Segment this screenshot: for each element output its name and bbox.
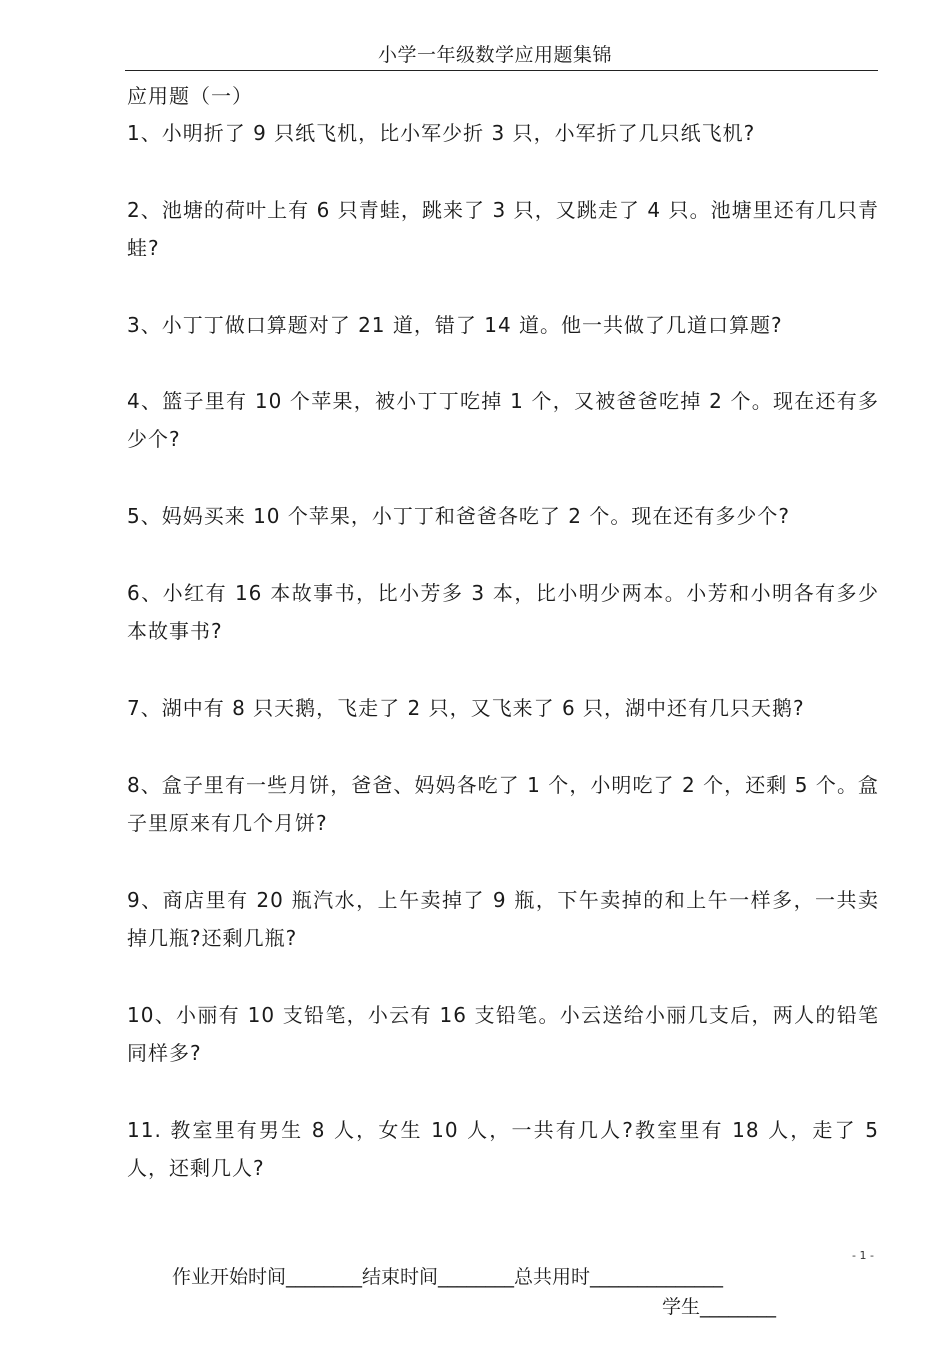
question-7: 7、湖中有 8 只天鹅，飞走了 2 只，又飞来了 6 只，湖中还有几只天鹅? xyxy=(127,696,805,720)
question-10: 10、小丽有 10 支铅笔，小云有 16 支铅笔。小云送给小丽几支后，两人的铅笔同样多? xyxy=(127,1003,879,1065)
page-header-title: 小学一年级数学应用题集锦 xyxy=(377,44,612,66)
homework-time-line: 作业开始时间________结束时间________总共用时______________ xyxy=(172,1266,724,1288)
header-divider xyxy=(125,70,878,71)
question-1: 1、小明折了 9 只纸飞机，比小军少折 3 只，小军折了几只纸飞机? xyxy=(127,121,756,145)
question-3: 3、小丁丁做口算题对了 21 道，错了 14 道。他一共做了几道口算题? xyxy=(127,313,783,337)
question-5: 5、妈妈买来 10 个苹果，小丁丁和爸爸各吃了 2 个。现在还有多少个? xyxy=(127,504,790,528)
student-name-line: 学生________ xyxy=(662,1296,777,1318)
section-title: 应用题（一） xyxy=(127,84,253,108)
question-4: 4、篮子里有 10 个苹果，被小丁丁吃掉 1 个，又被爸爸吃掉 2 个。现在还有多少个? xyxy=(127,389,879,451)
page-number: - 1 - xyxy=(852,1249,874,1262)
question-9: 9、商店里有 20 瓶汽水，上午卖掉了 9 瓶，下午卖掉的和上午一样多，一共卖掉几瓶?还剩几瓶? xyxy=(127,888,879,950)
question-2: 2、池塘的荷叶上有 6 只青蛙，跳来了 3 只，又跳走了 4 只。池塘里还有几只青蛙? xyxy=(127,198,879,260)
question-8: 8、盒子里有一些月饼，爸爸、妈妈各吃了 1 个，小明吃了 2 个，还剩 5 个。盒子里原来有几个月饼? xyxy=(127,773,879,835)
question-11: 11. 教室里有男生 8 人，女生 10 人，一共有几人?教室里有 18 人，走了 5 人，还剩几人? xyxy=(127,1118,879,1180)
question-6: 6、小红有 16 本故事书，比小芳多 3 本，比小明少两本。小芳和小明各有多少本故事书? xyxy=(127,581,879,643)
